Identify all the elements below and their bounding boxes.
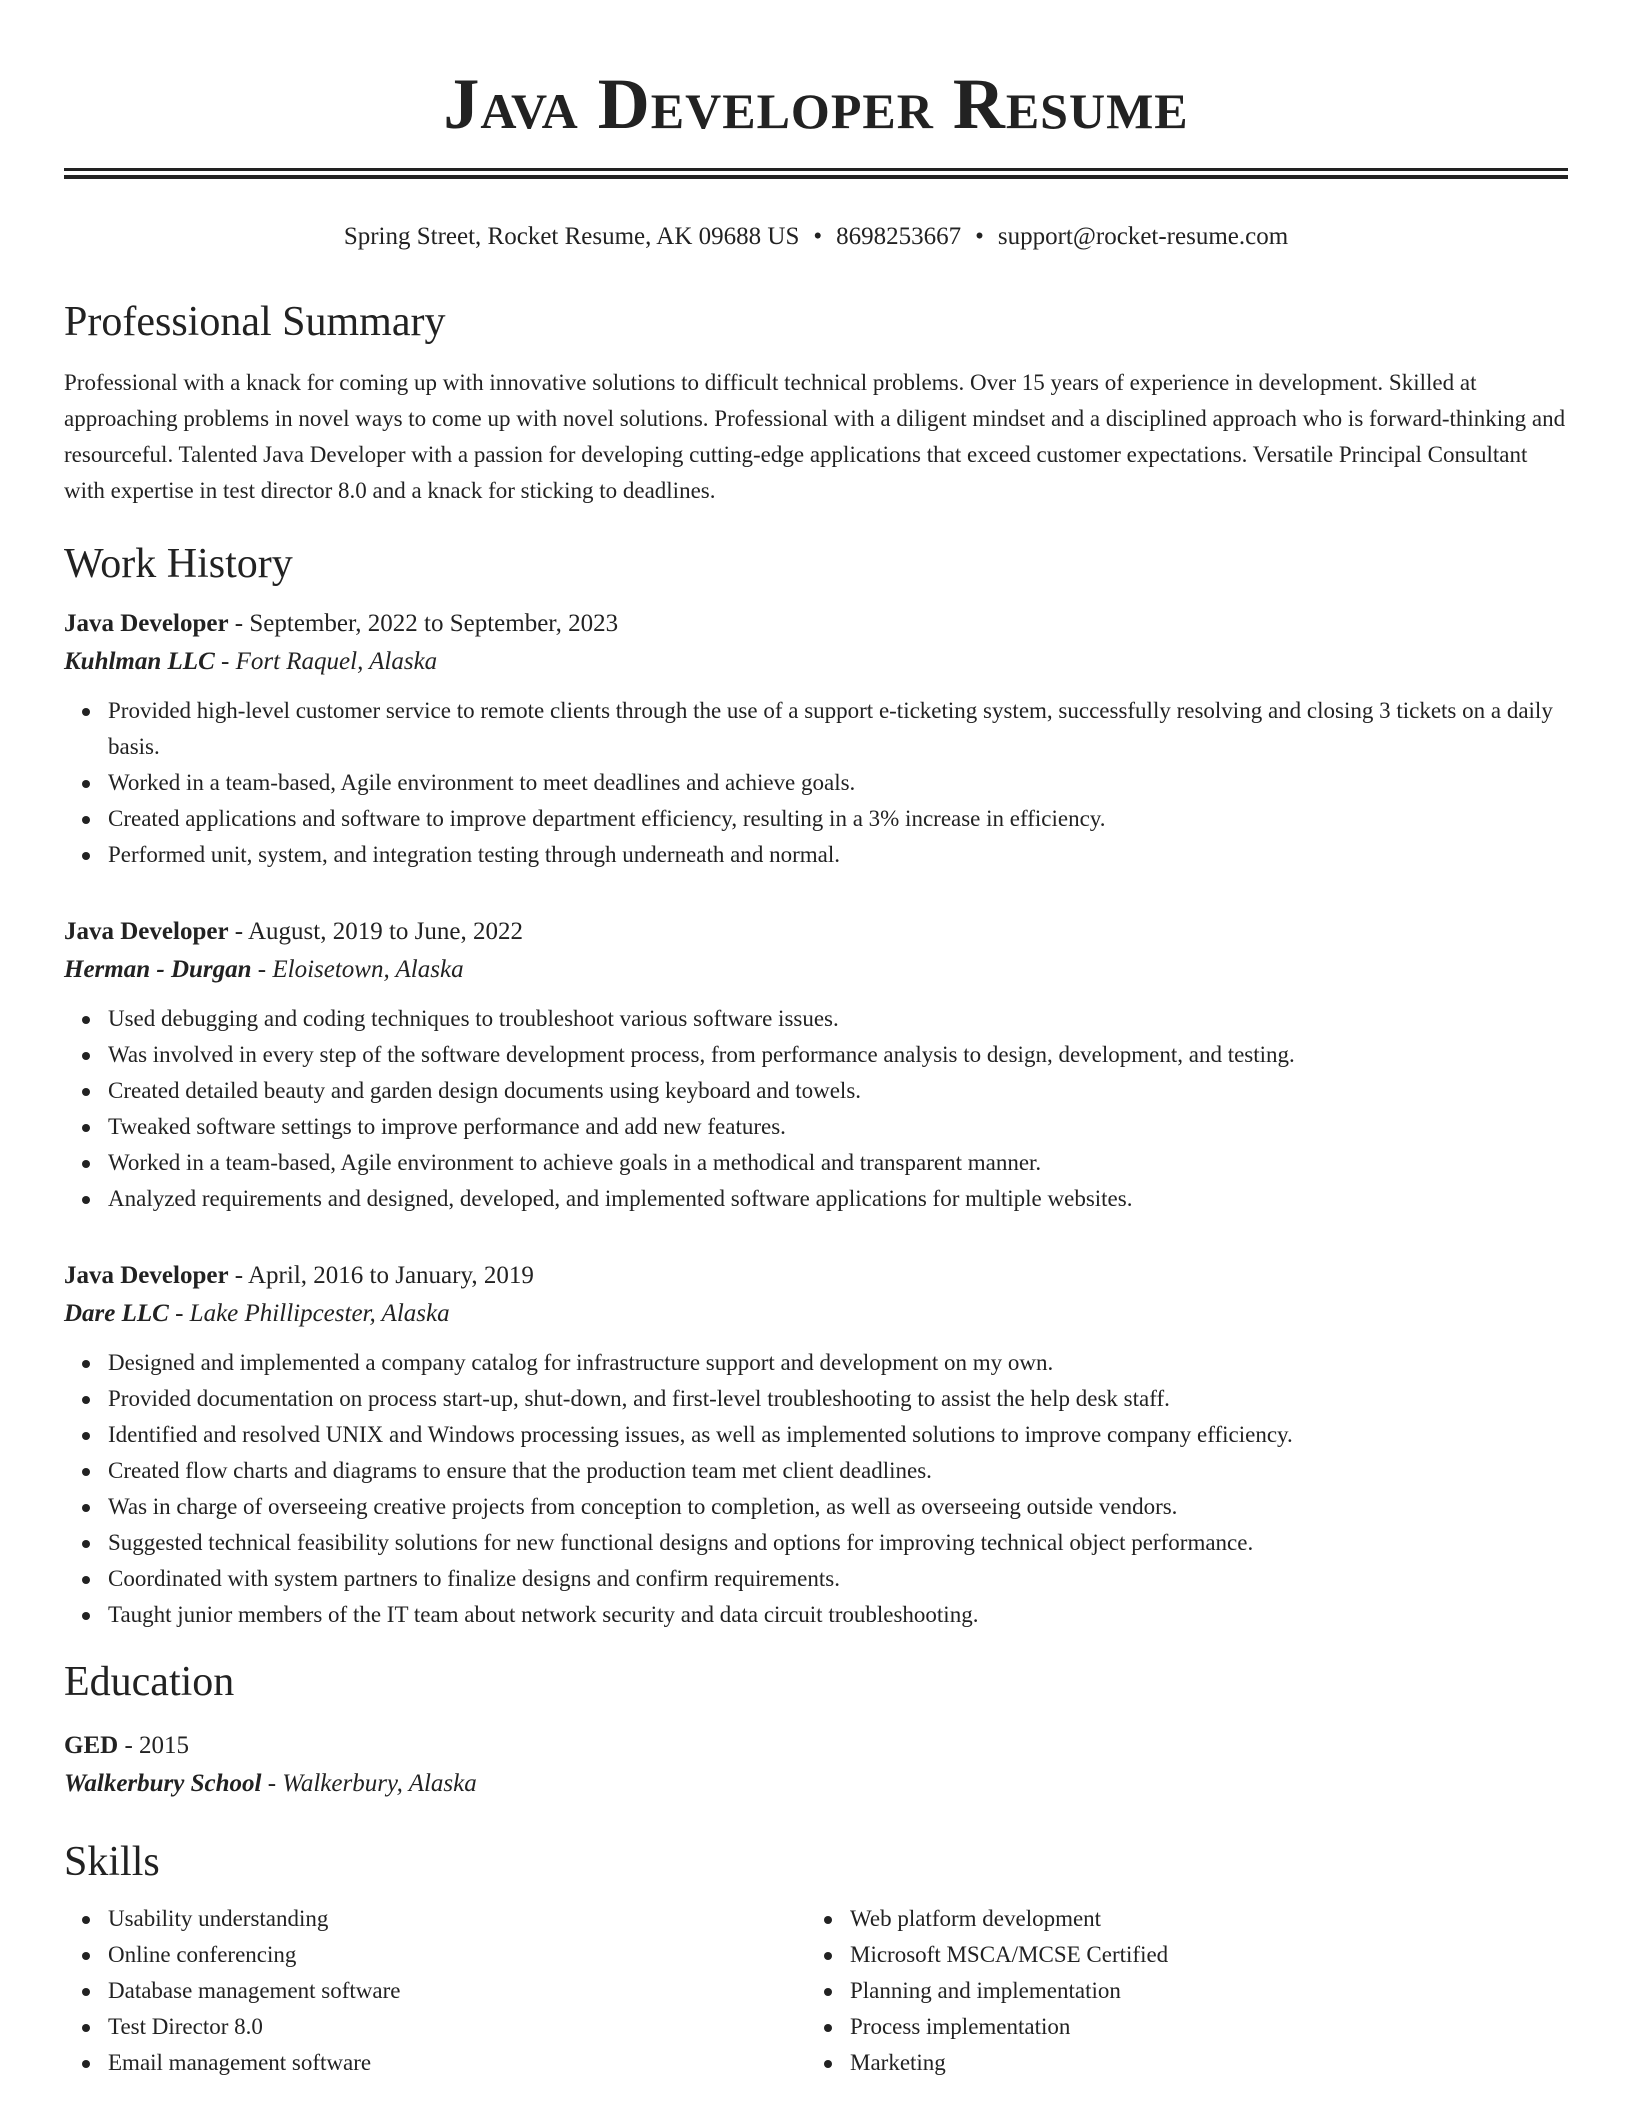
summary-heading: Professional Summary [64,299,446,345]
skill-item: Usability understanding [108,1901,806,1937]
skill-item: Process implementation [850,2009,1548,2045]
skill-item: Planning and implementation [850,1973,1548,2009]
company-name: Kuhlman LLC [64,648,215,675]
school-name: Walkerbury School [64,1770,262,1797]
work-history-section [64,539,1568,1633]
job-bullets [64,693,1568,873]
company-name: Herman - Durgan [64,956,252,983]
education-entry [64,1727,1568,1803]
skills-list-right [806,1901,1548,2081]
skill-item: Microsoft MSCA/MCSE Certified [850,1937,1548,1973]
job-bullet: Created detailed beauty and garden design documents using keyboard and towels. [108,1073,1568,1109]
school-location: - Walkerbury, Alaska [261,1770,477,1797]
job-title-line [64,605,1568,643]
contact-phone: 8698253667 [836,223,962,250]
degree-line [64,1727,1568,1765]
contact-separator: • [813,223,823,250]
contact-address: Spring Street, Rocket Resume, AK 09688 US [343,223,800,250]
education-heading: Education [64,1659,235,1705]
job-bullet: Worked in a team-based, Agile environment to meet deadlines and achieve goals. [108,765,1568,801]
job-entry [64,913,1568,1217]
job-bullet: Analyzed requirements and designed, developed, and implemented software applications for multiple websites. [108,1181,1568,1217]
job-bullet: Used debugging and coding techniques to troubleshoot various software issues. [108,1001,1568,1037]
skill-item: Email management software [108,2045,806,2081]
job-bullet: Created applications and software to improve department efficiency, resulting in a 3% increase in efficiency. [108,801,1568,837]
job-bullet: Worked in a team-based, Agile environment to achieve goals in a methodical and transparent manner. [108,1145,1568,1181]
job-title-line [64,913,1568,951]
job-title: Java Developer [64,918,229,945]
skills-heading: Skills [64,1839,160,1885]
resume-title: Java Developer Resume [443,64,1189,144]
skill-item: Test Director 8.0 [108,2009,806,2045]
job-title-line [64,1257,1568,1295]
job-entry [64,1257,1568,1633]
skills-columns [64,1901,1568,2081]
summary-text: Professional with a knack for coming up with innovative solutions to difficult technical problems. Over 15 years of experience in development. Skilled at approaching problems in novel ways to come up with novel solutions. Professional with a diligent mindset and a disciplined approach who is forward-thinking and resourceful. Talented Java Developer with a passion for developing cutting-edge applications that exceed customer expectations. Versatile Principal Consultant with expertise in test director 8.0 and a knack for sticking to deadlines. [64,370,1566,503]
job-bullet: Suggested technical feasibility solutions for new functional designs and options for improving technical object performance. [108,1525,1568,1561]
job-entry [64,605,1568,873]
skills-section [64,1837,1568,2081]
contact-line [64,221,1568,253]
company-location: - Eloisetown, Alaska [251,956,464,983]
company-name: Dare LLC [64,1300,169,1327]
job-bullet: Tweaked software settings to improve performance and add new features. [108,1109,1568,1145]
job-title: Java Developer [64,610,229,637]
company-line [64,951,1568,989]
job-bullets [64,1001,1568,1217]
skill-item: Database management software [108,1973,806,2009]
job-bullet: Provided documentation on process start-up, shut-down, and first-level troubleshooting to assist the help desk staff. [108,1381,1568,1417]
summary-section [64,297,1568,509]
skill-item: Web platform development [850,1901,1548,1937]
job-bullet: Performed unit, system, and integration testing through underneath and normal. [108,837,1568,873]
work-history-heading: Work History [64,541,293,587]
company-line [64,1295,1568,1333]
job-bullet: Provided high-level customer service to remote clients through the use of a support e-ticketing system, successfully resolving and closing 3 tickets on a daily basis. [108,693,1568,765]
company-location: - Lake Phillipcester, Alaska [168,1300,450,1327]
job-dates: - September, 2022 to September, 2023 [228,610,619,637]
job-bullet: Coordinated with system partners to finalize designs and confirm requirements. [108,1561,1568,1597]
job-bullet: Taught junior members of the IT team about network security and data circuit troubleshooting. [108,1597,1568,1633]
job-bullet: Created flow charts and diagrams to ensure that the production team met client deadlines. [108,1453,1568,1489]
job-bullet: Was involved in every step of the software development process, from performance analysis to design, development, and testing. [108,1037,1568,1073]
title-divider [64,168,1568,179]
job-bullet: Was in charge of overseeing creative projects from conception to completion, as well as overseeing outside vendors. [108,1489,1568,1525]
job-bullet: Designed and implemented a company catalog for infrastructure support and development on my own. [108,1345,1568,1381]
company-location: - Fort Raquel, Alaska [214,648,438,675]
skill-item: Online conferencing [108,1937,806,1973]
degree-year: - 2015 [118,1732,190,1759]
degree-name: GED [64,1732,119,1759]
skill-item: Marketing [850,2045,1548,2081]
job-dates: - August, 2019 to June, 2022 [228,918,523,945]
education-section [64,1657,1568,1803]
job-bullets [64,1345,1568,1633]
skills-list-left [64,1901,806,2081]
contact-email[interactable]: support@rocket-resume.com [997,223,1289,250]
job-bullet: Identified and resolved UNIX and Windows processing issues, as well as implemented solutions to improve company efficiency. [108,1417,1568,1453]
job-dates: - April, 2016 to January, 2019 [228,1262,534,1289]
contact-separator: • [975,223,984,250]
job-title: Java Developer [64,1262,229,1289]
company-line [64,643,1568,681]
school-line [64,1765,1568,1803]
